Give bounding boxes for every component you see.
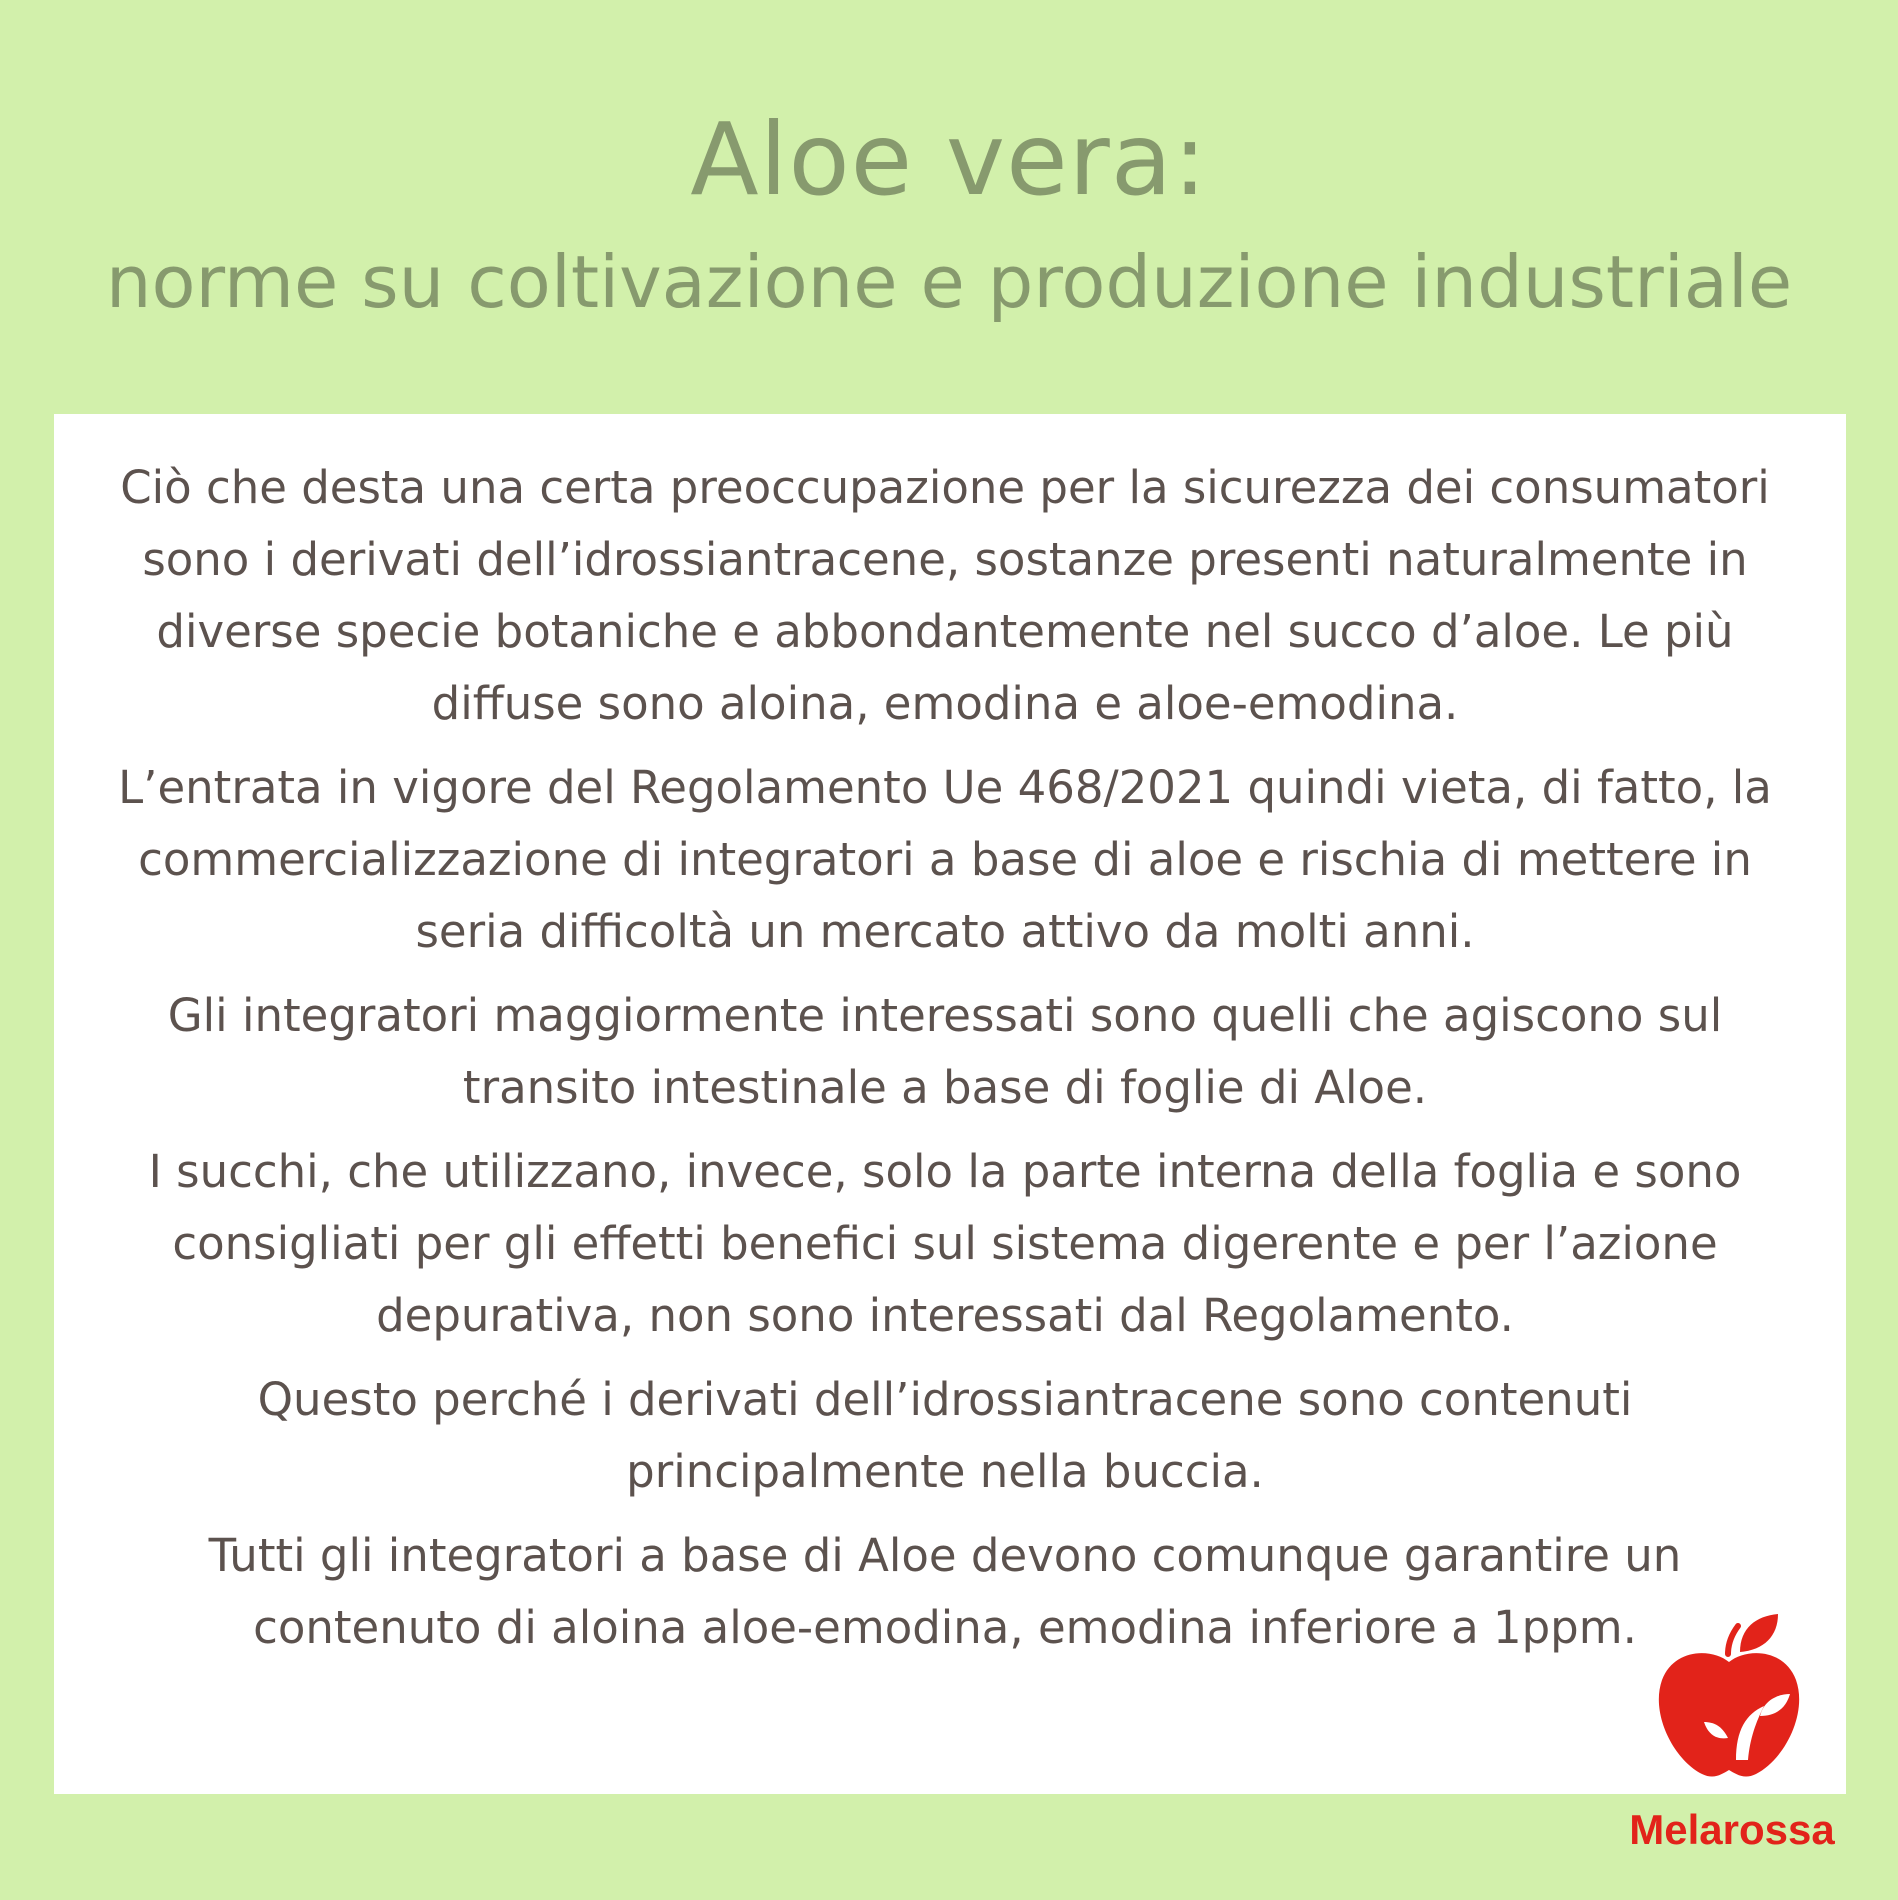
paragraph-5: Questo perché i derivati dell’idrossiantracene sono contenuti principalmente nella buccia.: [257, 1373, 1633, 1498]
paragraph-2: L’entrata in vigore del Regolamento Ue 468/2021 quindi vieta, di fatto, la commercializzazione di integratori a base di aloe e rischia di mettere in seria difficoltà un mercato attivo da molti anni.: [118, 761, 1772, 958]
brand-name: Melarossa: [1629, 1806, 1835, 1853]
page-title: Aloe vera:: [690, 101, 1208, 218]
page-subtitle: norme su coltivazione e produzione industriale: [105, 240, 1793, 324]
paragraph-4: I succhi, che utilizzano, invece, solo la parte interna della foglia e sono consigliati per gli effetti benefici sul sistema digerente e per l’azione depurativa, non sono interessati dal Regolamento.: [148, 1145, 1742, 1342]
apple-logo-icon: [1652, 1610, 1807, 1780]
paragraph-6: Tutti gli integratori a base di Aloe devono comunque garantire un contenuto di aloina aloe-emodina, emodina inferiore a 1ppm.: [208, 1529, 1682, 1654]
paragraph-1: Ciò che desta una certa preoccupazione per la sicurezza dei consumatori sono i derivati dell’idrossiantracene, sostanze presenti naturalmente in diverse specie botaniche e abbondantemente nel succo d’aloe. Le più diffuse sono aloina, emodina e aloe-emodina.: [120, 461, 1770, 730]
paragraph-3: Gli integratori maggiormente interessati sono quelli che agiscono sul transito intestinale a base di foglie di Aloe.: [167, 989, 1723, 1114]
body-text: [110, 452, 1780, 1676]
